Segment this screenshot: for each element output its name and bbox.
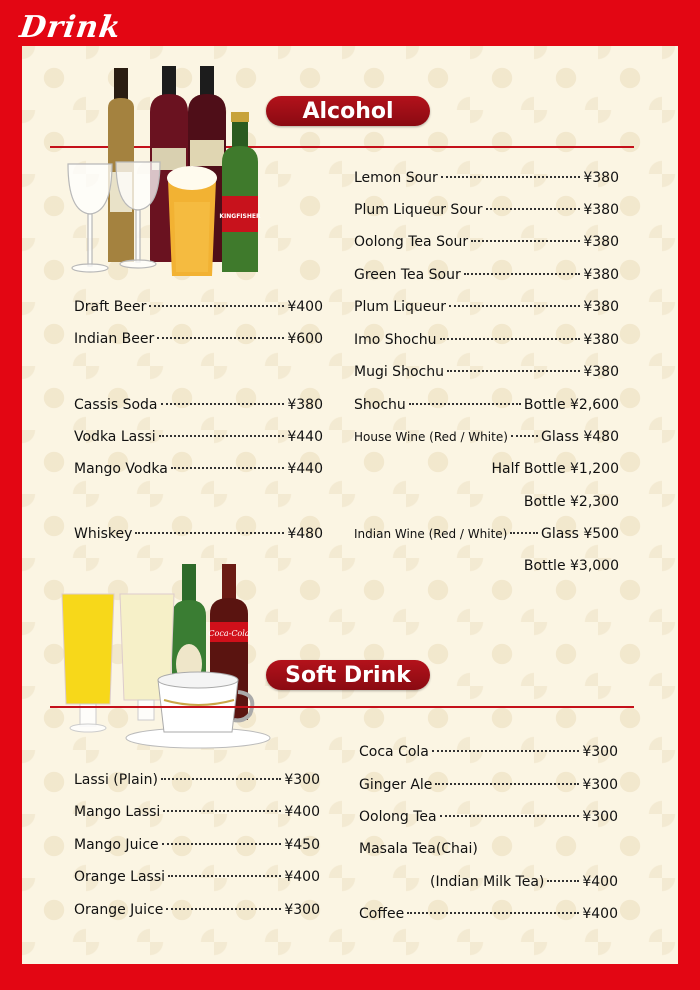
item-price: Glass ¥500 xyxy=(541,526,619,542)
soft-drink-heading: Soft Drink xyxy=(266,660,430,690)
item-name: Lassi (Plain) xyxy=(74,772,158,788)
item-price: ¥440 xyxy=(287,429,323,445)
list-item xyxy=(74,461,323,481)
item-name: Oolong Tea Sour xyxy=(354,234,469,250)
list-item xyxy=(354,364,619,384)
item-price: Bottle ¥2,300 xyxy=(523,494,619,510)
beer-glass-icon xyxy=(167,166,217,276)
leader-dots xyxy=(163,810,281,812)
item-name: Indian Beer xyxy=(74,331,155,347)
item-price: ¥380 xyxy=(583,332,619,348)
item-price: ¥600 xyxy=(287,331,323,347)
list-item xyxy=(354,397,619,417)
list-item xyxy=(354,170,619,190)
item-name: Plum Liqueur xyxy=(354,299,446,315)
item-price: ¥380 xyxy=(583,170,619,186)
list-item xyxy=(74,837,320,857)
item-name: Masala Tea(Chai) xyxy=(359,841,478,857)
item-name: Indian Wine (Red / White) xyxy=(354,527,508,541)
leader-dots xyxy=(510,532,538,534)
menu-title: Drink xyxy=(17,10,124,45)
item-price: Bottle ¥3,000 xyxy=(523,558,619,574)
item-price: ¥380 xyxy=(583,299,619,315)
list-item xyxy=(74,397,323,417)
item-name: Plum Liqueur Sour xyxy=(354,202,483,218)
juice-glass-icon xyxy=(62,594,114,732)
item-name: Coffee xyxy=(359,906,405,922)
list-item xyxy=(359,906,618,926)
bottle-label: Coca-Cola xyxy=(208,629,250,638)
item-price: ¥380 xyxy=(583,267,619,283)
leader-dots xyxy=(432,750,579,752)
alcohol-drinks-photo xyxy=(62,62,272,282)
list-item xyxy=(74,772,320,792)
item-name: Cassis Soda xyxy=(74,397,158,413)
soft-drink-divider xyxy=(50,706,634,708)
leader-dots xyxy=(447,370,580,372)
list-item xyxy=(354,332,619,352)
leader-dots xyxy=(471,240,580,242)
item-name: Orange Lassi xyxy=(74,869,166,885)
leader-dots xyxy=(149,305,284,307)
item-name: Orange Juice xyxy=(74,902,164,918)
wine-glass-icon xyxy=(68,164,112,272)
list-item xyxy=(74,869,320,889)
item-price: ¥300 xyxy=(582,777,618,793)
item-price: ¥400 xyxy=(582,874,618,890)
list-item xyxy=(430,874,618,894)
list-item xyxy=(74,902,320,922)
alcohol-heading: Alcohol xyxy=(266,96,430,126)
bottle-label: KINGFISHER xyxy=(219,213,261,220)
leader-dots xyxy=(464,273,581,275)
list-item xyxy=(354,299,619,319)
leader-dots xyxy=(157,337,284,339)
leader-dots xyxy=(407,912,579,914)
item-price: ¥380 xyxy=(583,202,619,218)
leader-dots xyxy=(511,435,538,437)
list-item xyxy=(354,202,619,222)
item-price: ¥380 xyxy=(583,364,619,380)
leader-dots xyxy=(449,305,580,307)
item-name: Draft Beer xyxy=(74,299,147,315)
item-name: Green Tea Sour xyxy=(354,267,461,283)
leader-dots xyxy=(547,880,579,882)
item-price: ¥300 xyxy=(582,809,618,825)
item-name: Imo Shochu xyxy=(354,332,437,348)
list-item xyxy=(74,331,323,351)
leader-dots xyxy=(161,403,285,405)
leader-dots xyxy=(435,783,579,785)
item-price: Half Bottle ¥1,200 xyxy=(491,461,619,477)
item-price: ¥380 xyxy=(287,397,323,413)
item-price: ¥440 xyxy=(287,461,323,477)
item-price: Glass ¥480 xyxy=(541,429,619,445)
list-item xyxy=(354,429,619,449)
item-name: Ginger Ale xyxy=(359,777,433,793)
leader-dots xyxy=(162,843,282,845)
item-price: ¥300 xyxy=(284,772,320,788)
item-price: ¥400 xyxy=(284,869,320,885)
item-name: Oolong Tea xyxy=(359,809,437,825)
leader-dots xyxy=(159,435,285,437)
item-name: Mango Juice xyxy=(74,837,159,853)
item-name: Lemon Sour xyxy=(354,170,438,186)
item-price: ¥400 xyxy=(284,804,320,820)
item-name: Mugi Shochu xyxy=(354,364,444,380)
list-item xyxy=(354,526,619,546)
item-name: House Wine (Red / White) xyxy=(354,430,508,444)
item-name: Vodka Lassi xyxy=(74,429,156,445)
item-price: ¥400 xyxy=(287,299,323,315)
item-name: Coca Cola xyxy=(359,744,429,760)
item-price: ¥380 xyxy=(583,234,619,250)
leader-dots xyxy=(486,208,581,210)
leader-dots xyxy=(171,467,285,469)
list-item xyxy=(359,744,618,764)
item-name: (Indian Milk Tea) xyxy=(430,874,545,890)
leader-dots xyxy=(440,815,580,817)
item-name: Shochu xyxy=(354,397,406,413)
list-item xyxy=(354,267,619,287)
leader-dots xyxy=(166,908,281,910)
leader-dots xyxy=(409,403,521,405)
item-price: ¥480 xyxy=(287,526,323,542)
item-name: Mango Lassi xyxy=(74,804,161,820)
list-item xyxy=(354,234,619,254)
item-name: Whiskey xyxy=(74,526,133,542)
list-item xyxy=(359,777,618,797)
leader-dots xyxy=(168,875,281,877)
item-price: ¥450 xyxy=(284,837,320,853)
soft-drinks-photo xyxy=(58,560,278,755)
leader-dots xyxy=(441,176,581,178)
list-item xyxy=(359,809,618,829)
leader-dots xyxy=(161,778,281,780)
leader-dots xyxy=(440,338,581,340)
list-item xyxy=(74,299,323,319)
item-name: Mango Vodka xyxy=(74,461,168,477)
item-price: Bottle ¥2,600 xyxy=(523,397,619,413)
leader-dots xyxy=(135,532,284,534)
item-price: ¥400 xyxy=(582,906,618,922)
item-price: ¥300 xyxy=(284,902,320,918)
list-item xyxy=(74,429,323,449)
list-item xyxy=(74,804,320,824)
item-price: ¥300 xyxy=(582,744,618,760)
list-item xyxy=(74,526,323,546)
